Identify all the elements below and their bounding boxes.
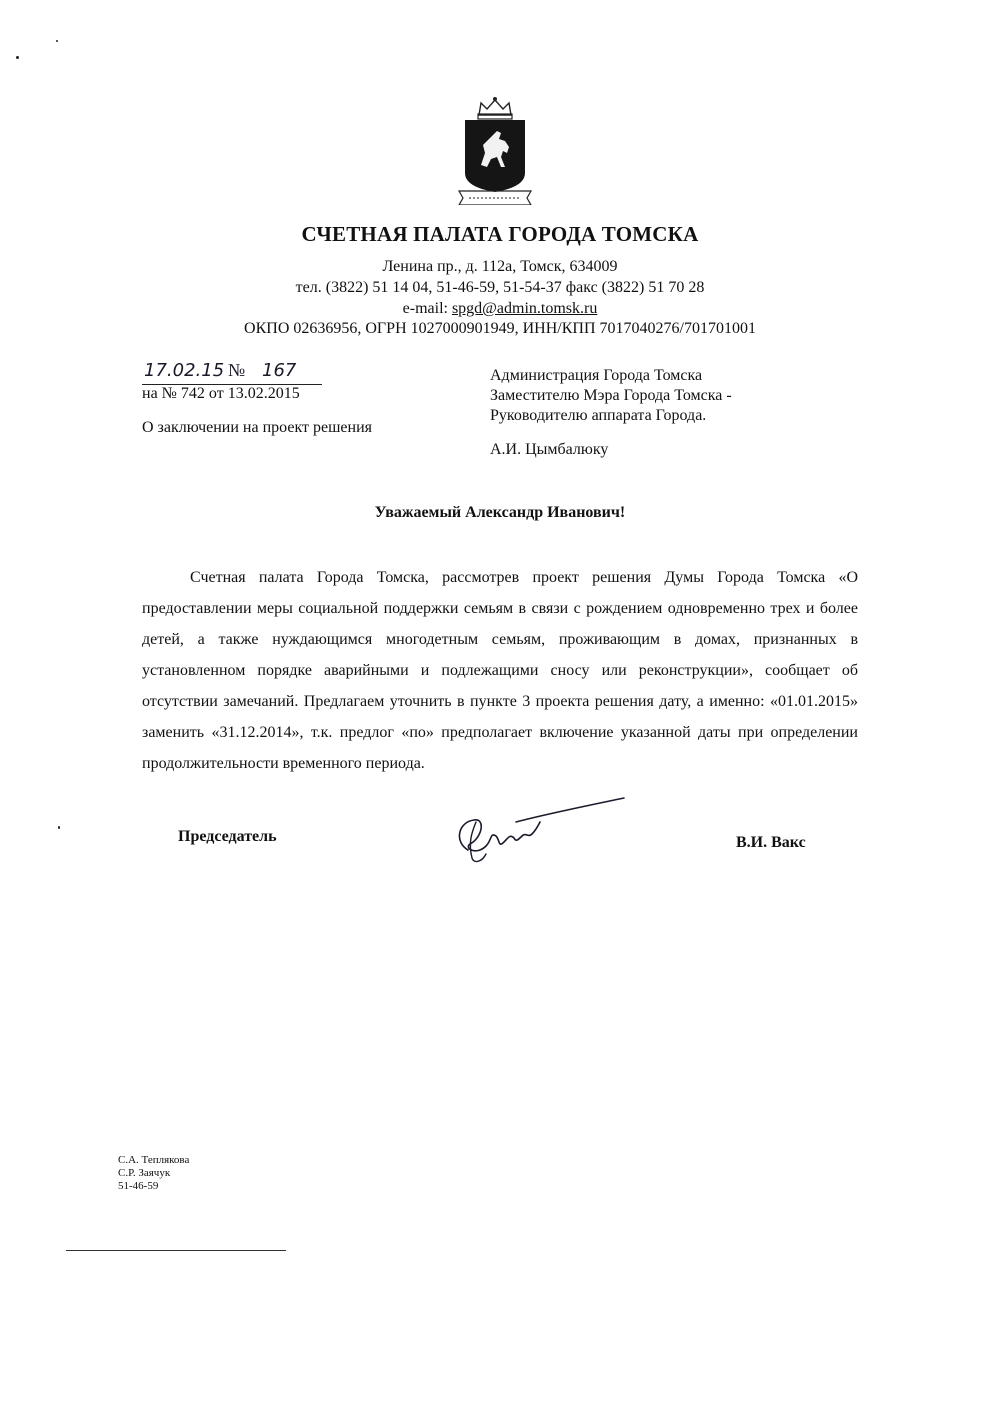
signatory-name: В.И. Вакс — [736, 834, 806, 851]
email-label: e-mail: — [402, 300, 452, 317]
executor-phone: 51-46-59 — [118, 1180, 159, 1192]
handwritten-signature — [446, 792, 636, 872]
executors-block — [118, 1154, 189, 1193]
coat-of-arms-emblem — [455, 95, 535, 205]
outgoing-number-line — [142, 360, 322, 385]
incoming-reference: на № 742 от 13.02.2015 — [142, 385, 300, 402]
salutation: Уважаемый Александр Иванович! — [374, 504, 626, 521]
executor-1: С.А. Теплякова — [118, 1154, 190, 1166]
header-phones: тел. (3822) 51 14 04, 51-46-59, 51-54-37 факс (3822) 51 70 28 — [295, 279, 705, 296]
recipient-line-1: Администрация Города Томска — [490, 367, 703, 384]
recipient-line-2: Заместителю Мэра Города Томска - — [490, 387, 732, 404]
header-registration-codes: ОКПО 02636956, ОГРН 1027000901949, ИНН/КПП 7017040276/701701001 — [244, 320, 756, 337]
organization-title: СЧЕТНАЯ ПАЛАТА ГОРОДА ТОМСКА — [301, 222, 699, 246]
email-link[interactable]: spgd@admin.tomsk.ru — [451, 300, 598, 317]
scan-speck — [56, 40, 58, 42]
signatory-role: Председатель — [178, 828, 277, 845]
recipient-line-3: Руководителю аппарата Города. — [490, 407, 707, 424]
header-email-line — [0, 300, 1000, 318]
outgoing-number-handwritten: 167 — [262, 360, 297, 381]
executor-2: С.Р. Заячук — [118, 1167, 171, 1179]
header-address: Ленина пр., д. 112а, Томск, 634009 — [382, 258, 618, 275]
number-sign: № — [228, 360, 246, 380]
outgoing-date-handwritten: 17.02.15 — [144, 360, 225, 381]
recipient-block — [490, 366, 820, 460]
recipient-name: А.И. Цымбалюку — [490, 441, 609, 458]
scan-speck — [58, 826, 60, 829]
footer-divider — [66, 1250, 286, 1251]
letter-subject: О заключении на проект решения — [142, 419, 372, 436]
letter-body: Счетная палата Города Томска, рассмотрев проект решения Думы Города Томска «О предоставлении меры социальной поддержки семьям в связи с рождением одновременно трех и более детей, а также нуждающимся многодетным семьям, проживающим в домах, признанных в установленном порядке аварийными и подлежащими сносу или реконструкции», сообщает об отсутствии замечаний. Предлагаем уточнить в пункте 3 проекта решения дату, а именно: «01.01.2015» заменить «31.12.2014», т.к. предлог «по» предполагает включение указанной даты при определении продолжительности временного периода. — [142, 569, 858, 772]
scan-speck — [16, 56, 19, 59]
